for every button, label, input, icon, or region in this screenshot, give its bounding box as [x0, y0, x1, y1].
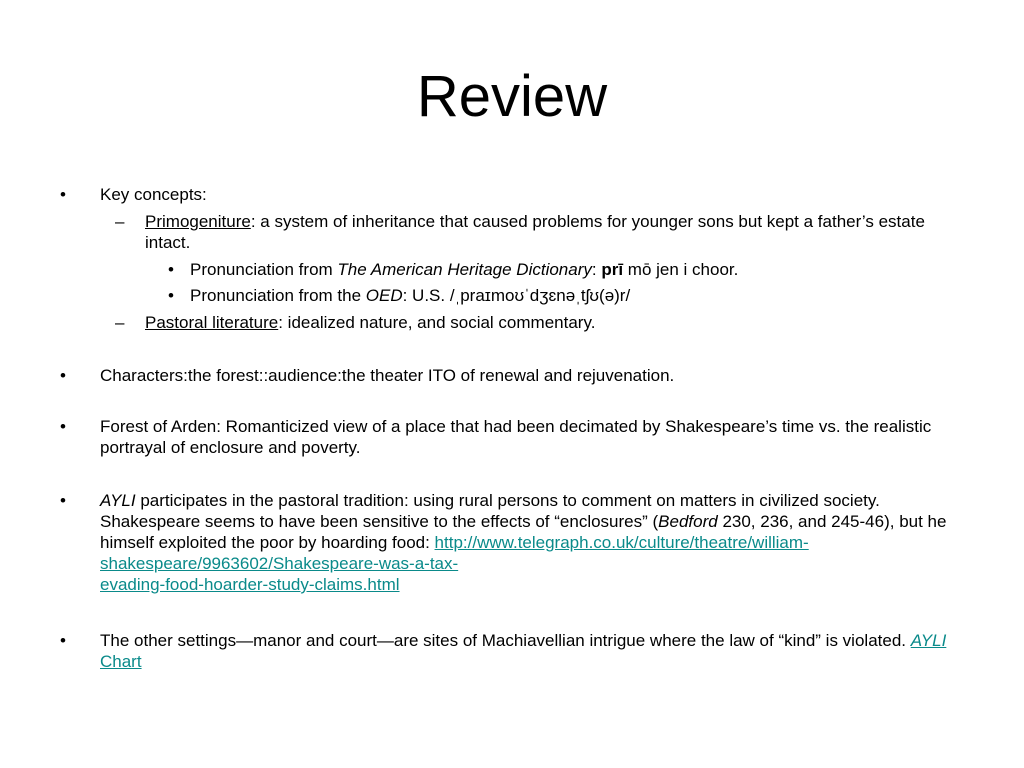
- telegraph-link-line-1: http://www.telegraph.co.uk/culture/theatre/william-shakespeare/9963602/Shakespeare-was-a-tax-: [100, 533, 809, 573]
- sub-bullet-primogeniture: [115, 211, 965, 253]
- ayli-chart-link-rest: Chart: [100, 652, 142, 671]
- bullet-icon: •: [60, 366, 66, 385]
- bedford-title: Bedford: [658, 512, 718, 531]
- pastoral-term: Pastoral literature: [145, 313, 279, 332]
- pron-ahd-rest: mō jen i choor.: [623, 260, 739, 279]
- primogeniture-term: Primogeniture: [145, 212, 251, 231]
- bullet-icon: •: [168, 286, 174, 305]
- primogeniture-definition: : a system of inheritance that caused problems for younger sons but kept a father’s estate intact.: [145, 212, 925, 252]
- pronunciation-oed: [168, 285, 960, 306]
- bullet-forest-of-arden: [60, 416, 970, 458]
- bullet-icon: •: [60, 417, 66, 436]
- sub-bullet-pastoral: [115, 312, 965, 333]
- pron-ahd-colon: :: [591, 260, 602, 279]
- pron-oed-rest: : U.S. /ˌpraɪmoʊˈdʒɛnəˌtʃʊ(ə)r/: [402, 286, 631, 305]
- ayli-text-2: 230, 236, and 245-46), but he himself exploited the poor by hoarding food:: [100, 512, 947, 552]
- slide-title: Review: [416, 64, 608, 129]
- key-concepts-heading: Key concepts:: [100, 185, 207, 204]
- telegraph-link-line-2: evading-food-hoarder-study-claims.html: [100, 575, 400, 594]
- bullet-key-concepts: [60, 184, 970, 205]
- arden-text: Forest of Arden: Romanticized view of a place that had been decimated by Shakespeare’s time vs. the realistic portrayal of enclosure and poverty.: [100, 417, 932, 457]
- characters-text: Characters:the forest::audience:the theater ITO of renewal and rejuvenation.: [100, 366, 675, 385]
- bullet-icon: •: [60, 491, 66, 510]
- bullet-other-settings: [60, 630, 970, 672]
- pron-oed-source: OED: [365, 286, 403, 305]
- dash-icon: –: [115, 313, 125, 332]
- bullet-icon: •: [60, 185, 66, 204]
- pron-oed-prefix: Pronunciation from the: [190, 286, 366, 305]
- ayli-text-1: participates in the pastoral tradition: using rural persons to comment on matters in civilized society. Shakespeare seems to have been sensitive to the effects of “enclosures” (: [100, 491, 880, 531]
- dash-icon: –: [115, 212, 125, 231]
- settings-text: The other settings—manor and court—are sites of Machiavellian intrigue where the law of “kind” is violated.: [100, 631, 911, 650]
- ayli-title: AYLI: [100, 491, 136, 510]
- pronunciation-ahd: [168, 259, 960, 280]
- pron-ahd-source: The American Heritage Dictionary: [337, 260, 592, 279]
- bullet-ayli-pastoral: [60, 490, 970, 595]
- ayli-chart-link-italic: AYLI: [910, 631, 947, 650]
- pron-ahd-prefix: Pronunciation from: [190, 260, 338, 279]
- bullet-icon: •: [168, 260, 174, 279]
- pastoral-definition: : idealized nature, and social commentary.: [278, 313, 596, 332]
- bullet-icon: •: [60, 631, 66, 650]
- pron-ahd-bold: prī: [601, 260, 624, 279]
- bullet-characters: [60, 365, 970, 386]
